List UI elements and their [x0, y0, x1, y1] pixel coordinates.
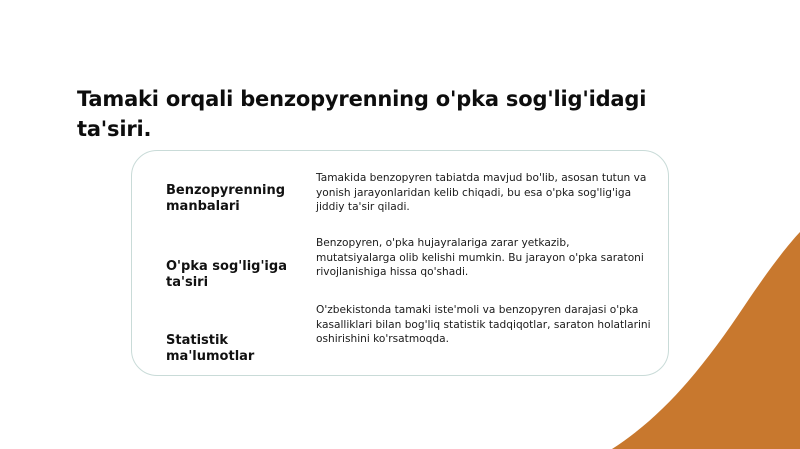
row-label: Benzopyrenning manbalari	[166, 183, 286, 214]
slide-title: Tamaki orqali benzopyrenning o'pka sog'lig'idagi ta'siri.	[77, 87, 647, 141]
row-description: O'zbekistonda tamaki iste'moli va benzopyren darajasi o'pka kasalliklari bilan bog'liq statistik tadqiqotlar, saraton holatlarini oshirishini ko'rsatmoqda.	[316, 304, 651, 345]
row-description: Benzopyren, o'pka hujayralariga zarar yetkazib, mutatsiyalarga olib kelishi mumkin. Bu jarayon o'pka saratoni rivojlanishiga hissa qo'shadi.	[316, 237, 644, 278]
content-card	[131, 150, 669, 376]
row-description: Tamakida benzopyren tabiatda mavjud bo'lib, asosan tutun va yonish jarayonlaridan kelib chiqadi, bu esa o'pka sog'lig'iga jiddiy ta'sir qiladi.	[316, 172, 647, 213]
row-label: Statistik ma'lumotlar	[166, 333, 255, 364]
row-label: O'pka sog'lig'iga ta'siri	[166, 259, 287, 290]
